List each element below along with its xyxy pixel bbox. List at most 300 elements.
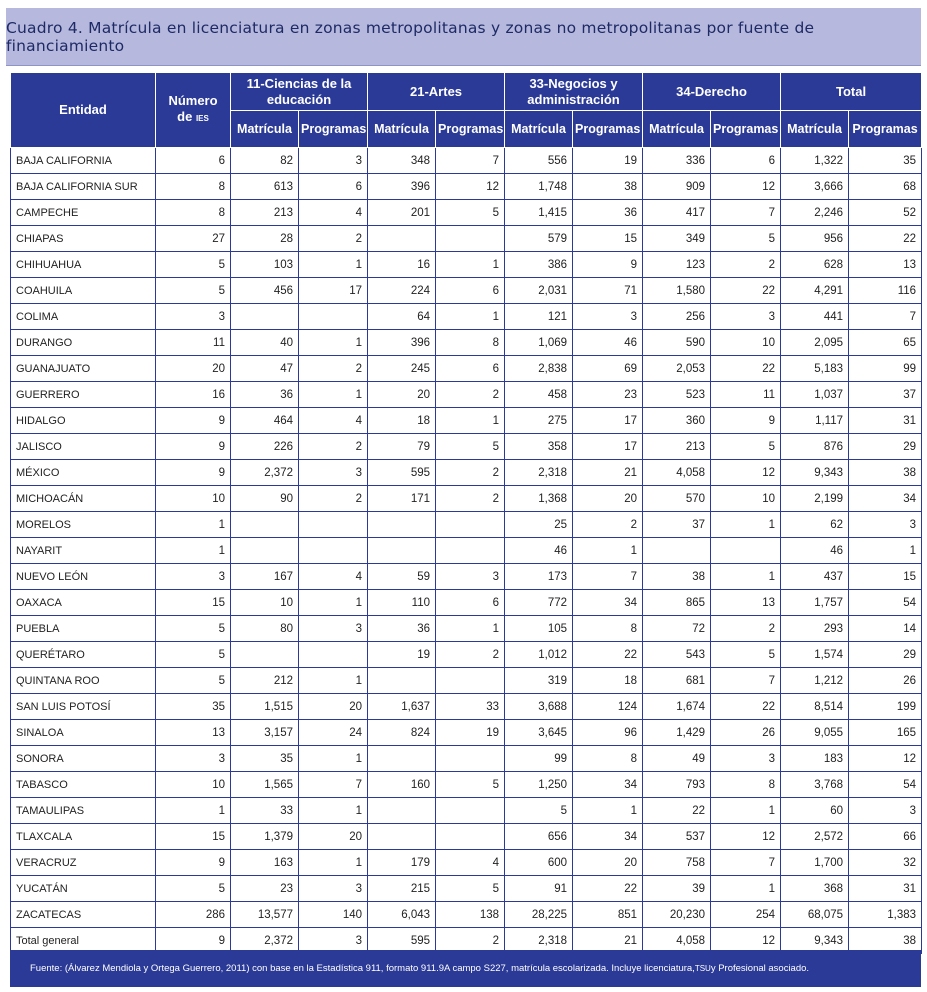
cell-artes-matricula: 171	[368, 486, 436, 512]
cell-edu-programas: 3	[299, 876, 368, 902]
cell-negocios-matricula: 46	[505, 538, 573, 564]
enrollment-table	[10, 72, 922, 954]
cell-total-programas: 68	[849, 174, 922, 200]
cell-entidad: CAMPECHE	[11, 200, 156, 226]
cell-entidad: PUEBLA	[11, 616, 156, 642]
cell-entidad: QUERÉTARO	[11, 642, 156, 668]
cell-negocios-matricula: 2,318	[505, 928, 573, 954]
cell-artes-matricula: 201	[368, 200, 436, 226]
cell-edu-programas: 3	[299, 148, 368, 174]
cell-derecho-programas: 10	[711, 330, 781, 356]
cell-total-matricula: 62	[781, 512, 849, 538]
cell-edu-matricula	[231, 642, 299, 668]
cell-negocios-programas: 20	[573, 850, 643, 876]
cell-total-matricula: 46	[781, 538, 849, 564]
cell-artes-programas: 1	[436, 304, 505, 330]
table-row	[11, 746, 922, 772]
cell-negocios-programas: 21	[573, 460, 643, 486]
cell-total-matricula: 628	[781, 252, 849, 278]
cell-artes-programas	[436, 538, 505, 564]
cell-total-programas: 32	[849, 850, 922, 876]
cell-total-matricula: 1,037	[781, 382, 849, 408]
cell-artes-programas: 8	[436, 330, 505, 356]
cell-artes-matricula: 110	[368, 590, 436, 616]
cell-total-matricula: 876	[781, 434, 849, 460]
cell-entidad: QUINTANA ROO	[11, 668, 156, 694]
cell-derecho-matricula: 793	[643, 772, 711, 798]
cell-negocios-programas: 38	[573, 174, 643, 200]
cell-total-matricula: 68,075	[781, 902, 849, 928]
cell-num-ies: 6	[156, 148, 231, 174]
cell-negocios-programas: 23	[573, 382, 643, 408]
table-row	[11, 772, 922, 798]
cell-derecho-programas: 7	[711, 200, 781, 226]
table-row	[11, 486, 922, 512]
cell-num-ies: 35	[156, 694, 231, 720]
cell-negocios-matricula: 173	[505, 564, 573, 590]
cell-entidad: HIDALGO	[11, 408, 156, 434]
table-row	[11, 200, 922, 226]
cell-total-matricula: 8,514	[781, 694, 849, 720]
cell-num-ies: 9	[156, 408, 231, 434]
cell-negocios-matricula: 1,748	[505, 174, 573, 200]
cell-entidad: MORELOS	[11, 512, 156, 538]
cell-entidad: CHIAPAS	[11, 226, 156, 252]
cell-edu-matricula: 212	[231, 668, 299, 694]
cell-negocios-matricula: 1,250	[505, 772, 573, 798]
cell-artes-programas: 2	[436, 642, 505, 668]
cell-total-programas: 31	[849, 876, 922, 902]
cell-total-matricula: 1,700	[781, 850, 849, 876]
table-row	[11, 148, 922, 174]
cell-derecho-programas: 8	[711, 772, 781, 798]
cell-edu-matricula: 167	[231, 564, 299, 590]
cell-num-ies: 8	[156, 174, 231, 200]
cell-num-ies: 5	[156, 616, 231, 642]
cell-artes-matricula	[368, 824, 436, 850]
cell-edu-programas: 2	[299, 356, 368, 382]
cell-artes-matricula: 59	[368, 564, 436, 590]
cell-total-programas: 22	[849, 226, 922, 252]
cell-artes-matricula: 64	[368, 304, 436, 330]
cell-derecho-matricula: 72	[643, 616, 711, 642]
cell-artes-programas: 2	[436, 382, 505, 408]
cell-negocios-programas: 15	[573, 226, 643, 252]
cell-total-programas: 1,383	[849, 902, 922, 928]
cell-num-ies: 3	[156, 564, 231, 590]
cell-edu-programas: 1	[299, 590, 368, 616]
cell-derecho-programas: 1	[711, 512, 781, 538]
cell-artes-programas	[436, 746, 505, 772]
cell-derecho-matricula: 349	[643, 226, 711, 252]
cell-negocios-matricula: 5	[505, 798, 573, 824]
cell-total-matricula: 1,322	[781, 148, 849, 174]
cell-entidad: Total general	[11, 928, 156, 954]
cell-artes-programas: 1	[436, 252, 505, 278]
cell-entidad: GUANAJUATO	[11, 356, 156, 382]
cell-negocios-matricula: 2,031	[505, 278, 573, 304]
table-row	[11, 616, 922, 642]
cell-total-programas: 37	[849, 382, 922, 408]
cell-entidad: SAN LUIS POTOSÍ	[11, 694, 156, 720]
cell-edu-matricula: 36	[231, 382, 299, 408]
cell-artes-matricula: 348	[368, 148, 436, 174]
cell-num-ies: 9	[156, 928, 231, 954]
cell-edu-matricula: 90	[231, 486, 299, 512]
cell-entidad: CHIHUAHUA	[11, 252, 156, 278]
cell-entidad: TLAXCALA	[11, 824, 156, 850]
cell-num-ies: 8	[156, 200, 231, 226]
cell-total-programas: 29	[849, 434, 922, 460]
cell-derecho-matricula: 213	[643, 434, 711, 460]
table-body	[11, 148, 922, 954]
cell-negocios-matricula: 1,368	[505, 486, 573, 512]
cell-edu-programas	[299, 642, 368, 668]
cell-edu-programas: 1	[299, 798, 368, 824]
table-row	[11, 278, 922, 304]
cell-total-matricula: 3,666	[781, 174, 849, 200]
header-numero-line1: Número	[168, 93, 218, 108]
cell-artes-matricula	[368, 538, 436, 564]
cell-artes-programas: 5	[436, 876, 505, 902]
header-sub-matricula: Matrícula	[368, 111, 436, 148]
cell-entidad: BAJA CALIFORNIA SUR	[11, 174, 156, 200]
cell-num-ies: 9	[156, 434, 231, 460]
cell-total-matricula: 2,095	[781, 330, 849, 356]
header-sub-matricula: Matrícula	[231, 111, 299, 148]
cell-artes-matricula: 79	[368, 434, 436, 460]
cell-edu-programas: 1	[299, 850, 368, 876]
cell-edu-matricula: 33	[231, 798, 299, 824]
cell-artes-matricula: 19	[368, 642, 436, 668]
cell-total-matricula: 60	[781, 798, 849, 824]
cell-derecho-matricula: 38	[643, 564, 711, 590]
cell-negocios-programas: 3	[573, 304, 643, 330]
cell-artes-programas: 5	[436, 772, 505, 798]
cell-num-ies: 1	[156, 798, 231, 824]
cell-artes-programas: 6	[436, 356, 505, 382]
cell-artes-matricula: 16	[368, 252, 436, 278]
cell-entidad: MICHOACÁN	[11, 486, 156, 512]
cell-negocios-programas: 46	[573, 330, 643, 356]
cell-derecho-matricula: 4,058	[643, 928, 711, 954]
cell-edu-programas: 20	[299, 694, 368, 720]
cell-edu-programas: 1	[299, 330, 368, 356]
cell-artes-programas: 12	[436, 174, 505, 200]
cell-artes-matricula: 160	[368, 772, 436, 798]
header-sub-programas: Programas	[849, 111, 922, 148]
cell-artes-programas: 19	[436, 720, 505, 746]
cell-num-ies: 20	[156, 356, 231, 382]
cell-negocios-matricula: 275	[505, 408, 573, 434]
cell-total-programas: 26	[849, 668, 922, 694]
cell-num-ies: 5	[156, 668, 231, 694]
cell-derecho-programas: 5	[711, 434, 781, 460]
cell-total-matricula: 4,291	[781, 278, 849, 304]
cell-num-ies: 16	[156, 382, 231, 408]
cell-edu-matricula: 226	[231, 434, 299, 460]
cell-edu-programas: 7	[299, 772, 368, 798]
header-group-artes: 21-Artes	[368, 73, 505, 111]
table-row	[11, 304, 922, 330]
cell-artes-matricula: 1,637	[368, 694, 436, 720]
cell-derecho-matricula: 123	[643, 252, 711, 278]
header-group-total: Total	[781, 73, 922, 111]
cell-derecho-programas: 1	[711, 564, 781, 590]
cell-artes-matricula: 20	[368, 382, 436, 408]
cell-derecho-programas: 7	[711, 850, 781, 876]
cell-total-programas: 38	[849, 460, 922, 486]
cell-num-ies: 5	[156, 876, 231, 902]
cell-entidad: NAYARIT	[11, 538, 156, 564]
cell-total-programas: 54	[849, 772, 922, 798]
cell-negocios-matricula: 2,318	[505, 460, 573, 486]
cell-total-programas: 14	[849, 616, 922, 642]
cell-edu-matricula: 35	[231, 746, 299, 772]
cell-derecho-matricula: 37	[643, 512, 711, 538]
cell-derecho-matricula: 417	[643, 200, 711, 226]
cell-entidad: GUERRERO	[11, 382, 156, 408]
cell-derecho-programas: 10	[711, 486, 781, 512]
cell-edu-matricula: 10	[231, 590, 299, 616]
cell-total-programas: 1	[849, 538, 922, 564]
cell-derecho-matricula: 22	[643, 798, 711, 824]
cell-total-programas: 7	[849, 304, 922, 330]
cell-edu-matricula: 1,565	[231, 772, 299, 798]
table-header	[11, 73, 922, 148]
cell-edu-programas: 4	[299, 408, 368, 434]
cell-derecho-matricula: 1,429	[643, 720, 711, 746]
cell-derecho-matricula: 2,053	[643, 356, 711, 382]
cell-total-programas: 116	[849, 278, 922, 304]
cell-negocios-programas: 18	[573, 668, 643, 694]
cell-artes-programas: 4	[436, 850, 505, 876]
cell-edu-matricula: 163	[231, 850, 299, 876]
header-group-ciencias-educacion: 11-Ciencias de la educación	[231, 73, 368, 111]
cell-negocios-matricula: 656	[505, 824, 573, 850]
cell-total-programas: 54	[849, 590, 922, 616]
cell-entidad: JALISCO	[11, 434, 156, 460]
cell-edu-matricula: 103	[231, 252, 299, 278]
cell-artes-programas: 3	[436, 564, 505, 590]
header-numero-line2: de	[177, 109, 193, 124]
cell-derecho-matricula: 681	[643, 668, 711, 694]
cell-total-matricula: 1,757	[781, 590, 849, 616]
cell-derecho-programas: 12	[711, 174, 781, 200]
cell-total-programas: 15	[849, 564, 922, 590]
cell-artes-programas: 1	[436, 616, 505, 642]
header-numero-ies	[156, 73, 231, 148]
cell-negocios-programas: 36	[573, 200, 643, 226]
cell-artes-programas: 2	[436, 486, 505, 512]
cell-artes-programas	[436, 824, 505, 850]
cell-artes-matricula: 179	[368, 850, 436, 876]
cell-edu-programas: 2	[299, 434, 368, 460]
cell-total-matricula: 441	[781, 304, 849, 330]
cell-total-matricula: 9,343	[781, 928, 849, 954]
cell-total-matricula: 956	[781, 226, 849, 252]
cell-negocios-programas: 17	[573, 408, 643, 434]
cell-artes-programas: 2	[436, 928, 505, 954]
cell-entidad: DURANGO	[11, 330, 156, 356]
table-row	[11, 876, 922, 902]
cell-negocios-matricula: 99	[505, 746, 573, 772]
cell-entidad: TAMAULIPAS	[11, 798, 156, 824]
cell-artes-programas	[436, 226, 505, 252]
cell-derecho-programas: 6	[711, 148, 781, 174]
cell-negocios-programas: 22	[573, 876, 643, 902]
cell-artes-matricula: 245	[368, 356, 436, 382]
cell-negocios-matricula: 121	[505, 304, 573, 330]
cell-edu-programas: 2	[299, 486, 368, 512]
cell-edu-matricula: 23	[231, 876, 299, 902]
cell-artes-matricula: 595	[368, 928, 436, 954]
header-entidad: Entidad	[11, 73, 156, 148]
cell-negocios-matricula: 91	[505, 876, 573, 902]
cell-num-ies: 5	[156, 252, 231, 278]
cell-derecho-matricula: 758	[643, 850, 711, 876]
cell-total-programas: 199	[849, 694, 922, 720]
cell-edu-programas	[299, 538, 368, 564]
cell-negocios-programas: 22	[573, 642, 643, 668]
cell-num-ies: 5	[156, 278, 231, 304]
cell-artes-matricula	[368, 798, 436, 824]
cell-edu-programas: 3	[299, 928, 368, 954]
cell-total-programas: 38	[849, 928, 922, 954]
cell-total-matricula: 1,574	[781, 642, 849, 668]
cell-negocios-programas: 851	[573, 902, 643, 928]
cell-derecho-programas: 5	[711, 226, 781, 252]
cell-num-ies: 9	[156, 850, 231, 876]
table-title	[6, 8, 921, 66]
table-row	[11, 668, 922, 694]
cell-negocios-matricula: 358	[505, 434, 573, 460]
cell-edu-matricula: 2,372	[231, 460, 299, 486]
cell-edu-programas: 140	[299, 902, 368, 928]
cell-artes-programas: 1	[436, 408, 505, 434]
cell-derecho-programas: 12	[711, 824, 781, 850]
cell-edu-matricula: 456	[231, 278, 299, 304]
cell-derecho-matricula: 360	[643, 408, 711, 434]
footnote-suffix: y Profesional asociado.	[710, 963, 810, 974]
cell-edu-matricula: 28	[231, 226, 299, 252]
cell-derecho-matricula: 256	[643, 304, 711, 330]
cell-artes-matricula: 595	[368, 460, 436, 486]
cell-total-matricula: 1,212	[781, 668, 849, 694]
cell-total-programas: 29	[849, 642, 922, 668]
cell-derecho-programas: 22	[711, 278, 781, 304]
cell-artes-programas: 5	[436, 200, 505, 226]
cell-num-ies: 286	[156, 902, 231, 928]
cell-edu-programas: 3	[299, 616, 368, 642]
cell-entidad: COLIMA	[11, 304, 156, 330]
cell-negocios-matricula: 600	[505, 850, 573, 876]
cell-negocios-matricula: 386	[505, 252, 573, 278]
cell-negocios-programas: 8	[573, 746, 643, 772]
cell-total-programas: 13	[849, 252, 922, 278]
cell-edu-programas: 1	[299, 252, 368, 278]
header-numero-ies-abbr: IES	[195, 114, 209, 123]
cell-derecho-matricula: 39	[643, 876, 711, 902]
cell-artes-programas: 33	[436, 694, 505, 720]
cell-total-programas: 34	[849, 486, 922, 512]
cell-negocios-programas: 124	[573, 694, 643, 720]
cell-edu-matricula: 1,379	[231, 824, 299, 850]
cell-negocios-programas: 20	[573, 486, 643, 512]
cell-artes-matricula	[368, 226, 436, 252]
cell-derecho-matricula: 537	[643, 824, 711, 850]
footnote-prefix: Fuente: (Álvarez Mendiola y Ortega Guerrero, 2011) con base en la Estadística 911, formato 911.9A campo S227, matrícula escolarizada. Incluye licenciatura,	[30, 963, 695, 974]
cell-negocios-programas: 34	[573, 590, 643, 616]
header-sub-matricula: Matrícula	[643, 111, 711, 148]
cell-artes-matricula: 18	[368, 408, 436, 434]
cell-artes-programas: 5	[436, 434, 505, 460]
cell-derecho-programas: 5	[711, 642, 781, 668]
cell-artes-programas	[436, 512, 505, 538]
cell-num-ies: 27	[156, 226, 231, 252]
cell-num-ies: 9	[156, 460, 231, 486]
cell-edu-matricula	[231, 512, 299, 538]
cell-edu-programas: 4	[299, 564, 368, 590]
cell-derecho-programas: 2	[711, 616, 781, 642]
cell-entidad: OAXACA	[11, 590, 156, 616]
cell-derecho-matricula: 523	[643, 382, 711, 408]
cell-negocios-programas: 7	[573, 564, 643, 590]
cell-derecho-programas: 22	[711, 356, 781, 382]
cell-artes-matricula	[368, 746, 436, 772]
cell-negocios-matricula: 579	[505, 226, 573, 252]
cell-derecho-matricula: 1,580	[643, 278, 711, 304]
cell-negocios-matricula: 105	[505, 616, 573, 642]
cell-edu-matricula: 13,577	[231, 902, 299, 928]
cell-derecho-programas: 1	[711, 798, 781, 824]
cell-num-ies: 11	[156, 330, 231, 356]
cell-negocios-programas: 1	[573, 538, 643, 564]
cell-total-matricula: 293	[781, 616, 849, 642]
cell-num-ies: 1	[156, 512, 231, 538]
cell-edu-matricula: 3,157	[231, 720, 299, 746]
table-row	[11, 642, 922, 668]
cell-edu-programas: 3	[299, 460, 368, 486]
cell-edu-programas: 1	[299, 382, 368, 408]
cell-derecho-programas: 13	[711, 590, 781, 616]
table-row	[11, 590, 922, 616]
cell-artes-matricula: 396	[368, 330, 436, 356]
cell-derecho-programas: 9	[711, 408, 781, 434]
cell-derecho-programas: 1	[711, 876, 781, 902]
cell-negocios-programas: 2	[573, 512, 643, 538]
cell-negocios-matricula: 772	[505, 590, 573, 616]
cell-total-matricula: 9,343	[781, 460, 849, 486]
cell-negocios-matricula: 319	[505, 668, 573, 694]
cell-total-matricula: 2,572	[781, 824, 849, 850]
cell-artes-programas	[436, 798, 505, 824]
cell-total-matricula: 2,199	[781, 486, 849, 512]
cell-total-programas: 65	[849, 330, 922, 356]
cell-derecho-matricula: 543	[643, 642, 711, 668]
cell-edu-matricula: 613	[231, 174, 299, 200]
cell-artes-matricula: 36	[368, 616, 436, 642]
cell-total-matricula: 368	[781, 876, 849, 902]
cell-artes-matricula: 215	[368, 876, 436, 902]
header-sub-programas: Programas	[711, 111, 781, 148]
cell-negocios-matricula: 1,012	[505, 642, 573, 668]
cell-entidad: BAJA CALIFORNIA	[11, 148, 156, 174]
cell-edu-programas: 4	[299, 200, 368, 226]
cell-negocios-matricula: 25	[505, 512, 573, 538]
cell-edu-programas: 24	[299, 720, 368, 746]
cell-total-programas: 52	[849, 200, 922, 226]
